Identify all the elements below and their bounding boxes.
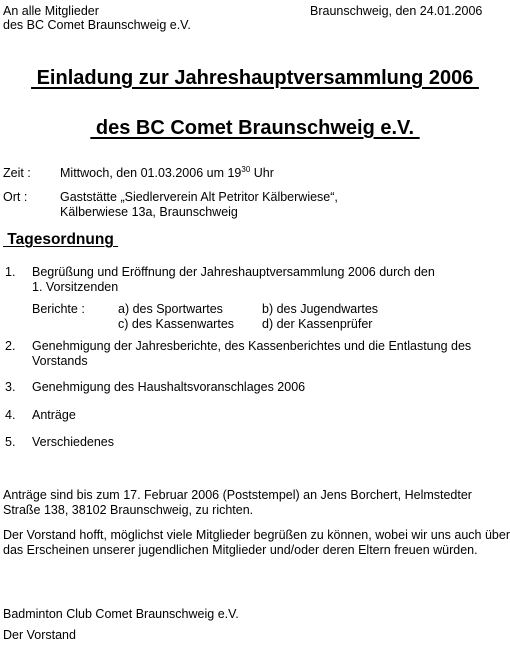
- report-item: d) der Kassenprüfer: [262, 317, 373, 331]
- agenda-heading: Tagesordnung: [3, 231, 119, 248]
- attendance-note: Der Vorstand hofft, möglichst viele Mitglieder begrüßen zu können, wobei wir uns auch über: [3, 528, 510, 542]
- motion-deadline-note: Anträge sind bis zum 17. Februar 2006 (Poststempel) an Jens Borchert, Helmstedter: [3, 488, 472, 502]
- signature-board: Der Vorstand: [3, 628, 76, 642]
- document-title-line-2: des BC Comet Braunschweig e.V.: [90, 117, 420, 139]
- time-label: Zeit :: [3, 166, 31, 180]
- agenda-item-number: 2.: [5, 339, 16, 353]
- agenda-item-text: Genehmigung der Jahresberichte, des Kassenberichtes und die Entlastung des: [32, 339, 472, 353]
- time-value-main: Mittwoch, den 01.03.2006 um 19: [60, 166, 242, 180]
- agenda-item-text-continued: Vorstands: [32, 354, 88, 368]
- recipient-line-2: des BC Comet Braunschweig e.V.: [3, 18, 191, 32]
- time-value-suffix: Uhr: [250, 166, 274, 180]
- place-date: Braunschweig, den 24.01.2006: [310, 4, 483, 18]
- report-item: b) des Jugendwartes: [262, 302, 379, 316]
- place-line-1: Gaststätte „Siedlerverein Alt Petritor Kälberwiese“,: [60, 190, 338, 204]
- agenda-item-text: Verschiedenes: [32, 435, 115, 449]
- motion-deadline-note-continued: Straße 138, 38102 Braunschweig, zu richten.: [3, 503, 254, 517]
- agenda-item-text: Genehmigung des Haushaltsvoranschlages 2006: [32, 380, 306, 394]
- time-value-minutes: 30: [241, 164, 251, 174]
- recipient-line-1: An alle Mitglieder: [3, 4, 99, 18]
- agenda-item-text: Begrüßung und Eröffnung der Jahreshauptversammlung 2006 durch den: [32, 265, 435, 279]
- agenda-item-number: 1.: [5, 265, 16, 279]
- agenda-item-number: 5.: [5, 435, 16, 449]
- report-item: c) des Kassenwartes: [118, 317, 235, 331]
- time-value: [60, 166, 274, 181]
- report-item: a) des Sportwartes: [118, 302, 223, 316]
- signature-club: Badminton Club Comet Braunschweig e.V.: [3, 607, 239, 621]
- reports-label: Berichte :: [32, 302, 85, 316]
- place-line-2: Kälberwiese 13a, Braunschweig: [60, 205, 238, 219]
- place-label: Ort :: [3, 190, 28, 204]
- agenda-item-text-continued: 1. Vorsitzenden: [32, 280, 119, 294]
- document-title-line-1: Einladung zur Jahreshauptversammlung 2006: [31, 67, 479, 89]
- agenda-item-number: 4.: [5, 408, 16, 422]
- attendance-note-continued: das Erscheinen unserer jugendlichen Mitglieder und/oder deren Eltern freuen würden.: [3, 543, 478, 557]
- agenda-item-text: Anträge: [32, 408, 76, 422]
- agenda-item-number: 3.: [5, 380, 16, 394]
